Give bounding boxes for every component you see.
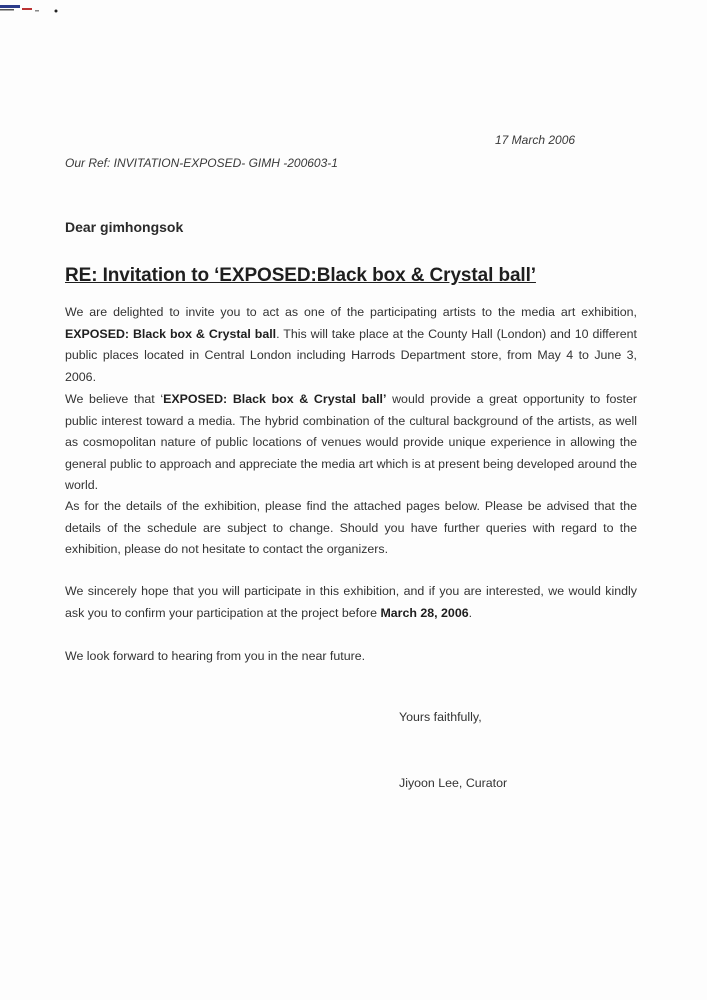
paragraph-opportunity <box>65 389 637 497</box>
exhibition-name: EXPOSED: Black box & Crystal ball’ <box>163 392 387 406</box>
paragraph-text: . <box>468 605 473 620</box>
paragraph-text: We are delighted to invite you to act as one of the participating artists to the media art exhibition, <box>65 305 637 319</box>
reference-number: Our Ref: INVITATION-EXPOSED- GIMH -200603-1 <box>65 156 338 170</box>
paragraph-details: As for the details of the exhibition, please find the attached pages below. Please be advised that the details of the schedule are subject to change. Should you have further queries with regard to the exhibition, please do not hesitate to contact the organizers. <box>65 499 637 556</box>
letter-date: 17 March 2006 <box>495 133 576 147</box>
salutation: Dear gimhongsok <box>65 219 184 235</box>
subject-heading: RE: Invitation to ‘EXPOSED:Black box & Crystal ball’ <box>65 265 536 286</box>
paragraph-closing-remark: We look forward to hearing from you in the near future. <box>65 649 366 663</box>
paragraph-text: would provide a great opportunity to foster public interest toward a media. The hybrid combination of the cultural background of the artists, as well as cosmopolitan nature of public locations of venues would provide unique experience in allowing the general public to approach and appreciate the media art which is at present being developed around the world. <box>65 392 637 492</box>
paragraph-invitation <box>65 302 637 388</box>
deadline-date: March 28, 2006 <box>380 605 469 620</box>
exhibition-name: EXPOSED: Black box & Crystal ball <box>65 326 277 341</box>
signature-line: Jiyoon Lee, Curator <box>399 776 508 790</box>
paragraph-text: . This will take place at the County Hall (London) and 10 different public places located in Central London including Harrods Department store, from May 4 to June 3, 2006. <box>65 326 637 384</box>
paragraph-confirmation <box>65 581 637 624</box>
paragraph-text: We sincerely hope that you will participate in this exhibition, and if you are interested, we would kindly ask you to confirm your participation at the project before <box>65 584 637 620</box>
scan-artifact-mark <box>0 4 58 14</box>
paragraph-text: We believe that ‘ <box>65 392 164 406</box>
complimentary-close: Yours faithfully, <box>399 710 482 724</box>
